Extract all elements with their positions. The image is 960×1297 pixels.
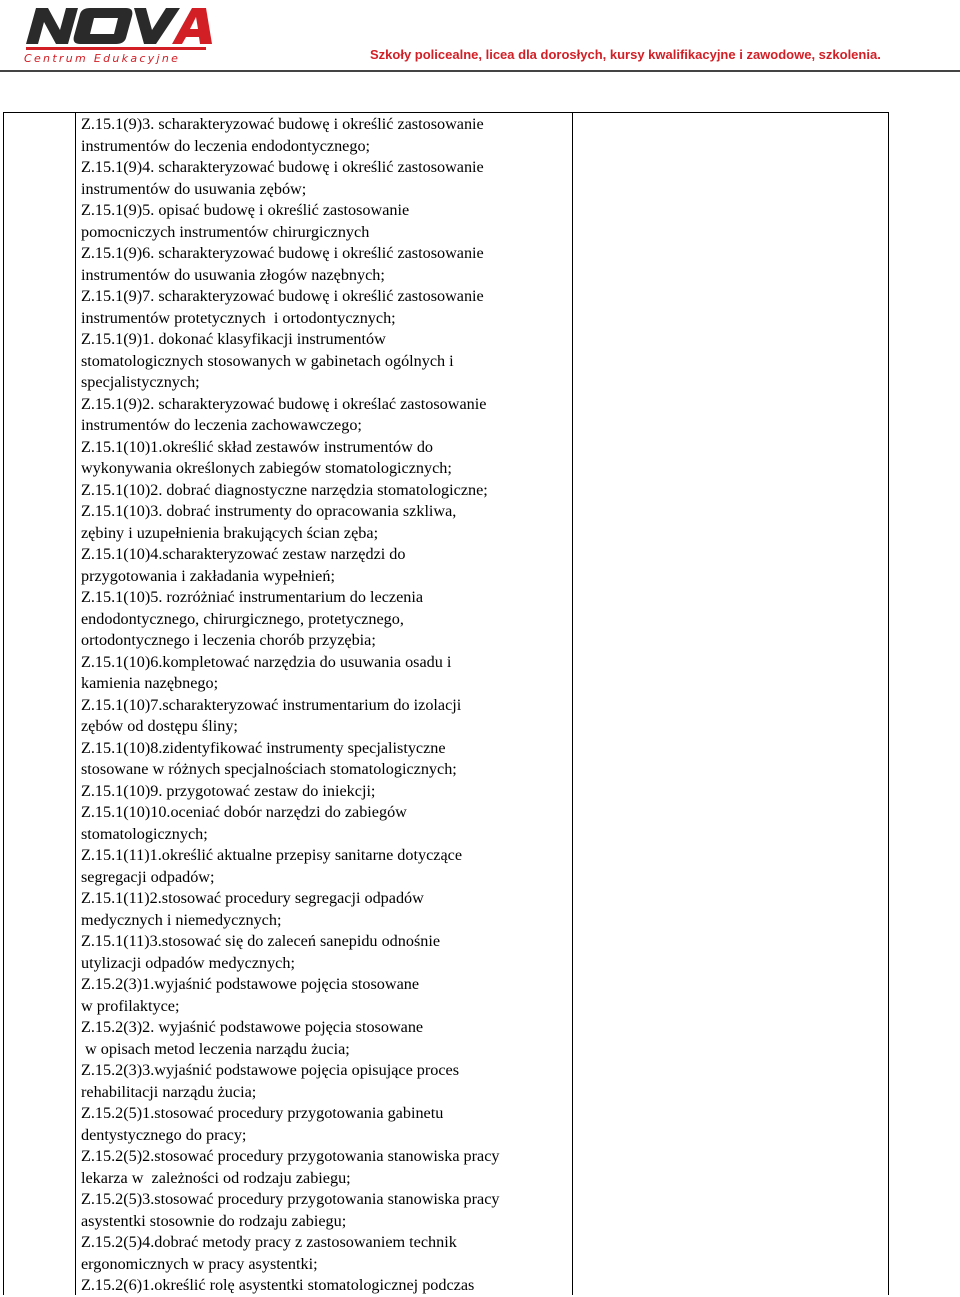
outcome-line: Z.15.1(9)6. scharakteryzować budowę i określić zastosowanie bbox=[81, 244, 484, 262]
outcome-line: Z.15.2(6)1.określić rolę asystentki stomatologicznej podczas bbox=[81, 1276, 475, 1294]
outcome-line: przygotowania i zakładania wypełnień; bbox=[81, 566, 335, 585]
outcome-line: wykonywania określonych zabiegów stomatologicznych; bbox=[81, 459, 452, 477]
outcome-line: instrumentów protetycznych i ortodontycznych; bbox=[81, 308, 396, 327]
outcome-line: Z.15.1(10)3. dobrać instrumenty do opracowania szkliwa, bbox=[81, 502, 457, 520]
outcome-line: Z.15.2(3)2. wyjaśnić podstawowe pojęcia stosowane bbox=[81, 1018, 424, 1036]
outcome-line: zębiny i uzupełnienia brakujących ścian zęba; bbox=[81, 523, 379, 542]
outcome-line: Z.15.1(10)7.scharakteryzować instrumentarium do izolacji bbox=[81, 695, 462, 714]
outcome-line: Z.15.1(9)4. scharakteryzować budowę i określić zastosowanie bbox=[81, 158, 484, 176]
outcome-line: kamienia nazębnego; bbox=[81, 674, 219, 692]
outcome-line: endodontycznego, chirurgicznego, protetycznego, bbox=[81, 609, 404, 628]
header-rule bbox=[0, 70, 960, 72]
outcome-line: Z.15.1(10)8.zidentyfikować instrumenty specjalistyczne bbox=[81, 738, 446, 757]
outcome-line: Z.15.2(5)4.dobrać metody pracy z zastosowaniem technik bbox=[81, 1233, 457, 1251]
nova-logo-graphic bbox=[22, 4, 212, 64]
nova-logo bbox=[22, 4, 212, 64]
outcome-line: asystentki stosownie do rodzaju zabiegu; bbox=[81, 1211, 347, 1230]
outcome-line: w opisach metod leczenia narządu żucia; bbox=[81, 1039, 350, 1058]
column-divider-left bbox=[75, 113, 76, 1295]
outcome-line: stomatologicznych; bbox=[81, 824, 208, 843]
outcome-line: rehabilitacji narządu żucia; bbox=[81, 1082, 257, 1101]
outcome-line: Z.15.1(9)1. dokonać klasyfikacji instrumentów bbox=[81, 330, 386, 348]
outcome-line: Z.15.1(9)3. scharakteryzować budowę i określić zastosowanie bbox=[81, 115, 484, 133]
outcome-line: Z.15.2(3)1.wyjaśnić podstawowe pojęcia stosowane bbox=[81, 975, 420, 993]
outcome-line: instrumentów do usuwania złogów nazębnych; bbox=[81, 265, 385, 284]
outcome-line: dentystycznego do pracy; bbox=[81, 1125, 247, 1144]
outcome-line: ortodontycznego i leczenia chorób przyzębia; bbox=[81, 631, 376, 649]
outcome-line: medycznych i niemedycznych; bbox=[81, 910, 282, 929]
outcome-line: stosowane w różnych specjalnościach stomatologicznych; bbox=[81, 760, 457, 778]
outcome-line: Z.15.1(10)9. przygotować zestaw do iniekcji; bbox=[81, 781, 376, 800]
outcome-line: Z.15.1(10)5. rozróżniać instrumentarium do leczenia bbox=[81, 588, 424, 606]
outcome-line: w profilaktyce; bbox=[81, 996, 180, 1015]
outcome-line: Z.15.2(3)3.wyjaśnić podstawowe pojęcia opisujące proces bbox=[81, 1061, 460, 1079]
outcome-line: stomatologicznych stosowanych w gabinetach ogólnych i bbox=[81, 351, 454, 370]
outcome-line: Z.15.1(9)7. scharakteryzować budowę i określić zastosowanie bbox=[81, 287, 484, 305]
outcome-line: segregacji odpadów; bbox=[81, 867, 215, 886]
outcome-line: lekarza w zależności od rodzaju zabiegu; bbox=[81, 1168, 351, 1187]
logo-subtitle: Centrum Edukacyjne bbox=[24, 52, 181, 64]
outcome-line: ergonomicznych w pracy asystentki; bbox=[81, 1254, 318, 1273]
outcome-line: Z.15.1(9)5. opisać budowę i określić zastosowanie bbox=[81, 201, 410, 219]
page-header bbox=[0, 0, 960, 80]
outcome-line: utylizacji odpadów medycznych; bbox=[81, 953, 295, 972]
outcome-line: Z.15.1(10)10.oceniać dobór narzędzi do zabiegów bbox=[81, 803, 407, 821]
outcome-line: instrumentów do usuwania zębów; bbox=[81, 179, 307, 198]
outcome-line: pomocniczych instrumentów chirurgicznych bbox=[81, 222, 370, 241]
outcome-line: Z.15.1(11)1.określić aktualne przepisy sanitarne dotyczące bbox=[81, 846, 462, 864]
column-divider-right bbox=[572, 113, 573, 1295]
outcome-line: zębów od dostępu śliny; bbox=[81, 717, 238, 735]
header-tagline: Szkoły policealne, licea dla dorosłych, kursy kwalifikacyjne i zawodowe, szkolenia. bbox=[370, 47, 881, 62]
outcome-line: Z.15.1(10)1.określić skład zestawów instrumentów do bbox=[81, 437, 434, 456]
outcome-line: instrumentów do leczenia zachowawczego; bbox=[81, 416, 362, 434]
outcome-line: Z.15.1(9)2. scharakteryzować budowę i określać zastosowanie bbox=[81, 394, 487, 413]
outcome-line: Z.15.1(10)6.kompletować narzędzia do usuwania osadu i bbox=[81, 652, 452, 671]
outcome-line: specjalistycznych; bbox=[81, 373, 200, 391]
learning-outcomes-list bbox=[81, 114, 571, 1297]
outcome-line: Z.15.2(5)1.stosować procedury przygotowania gabinetu bbox=[81, 1104, 444, 1122]
outcome-line: Z.15.1(10)2. dobrać diagnostyczne narzędzia stomatologiczne; bbox=[81, 480, 488, 499]
outcome-line: instrumentów do leczenia endodontycznego; bbox=[81, 136, 371, 155]
outcome-line: Z.15.1(10)4.scharakteryzować zestaw narzędzi do bbox=[81, 545, 406, 563]
outcome-line: Z.15.1(11)3.stosować się do zaleceń sanepidu odnośnie bbox=[81, 932, 441, 950]
outcome-line: Z.15.2(5)2.stosować procedury przygotowania stanowiska pracy bbox=[81, 1147, 500, 1165]
outcome-line: Z.15.2(5)3.stosować procedury przygotowania stanowiska pracy bbox=[81, 1190, 500, 1208]
outcome-line: Z.15.1(11)2.stosować procedury segregacji odpadów bbox=[81, 889, 424, 907]
